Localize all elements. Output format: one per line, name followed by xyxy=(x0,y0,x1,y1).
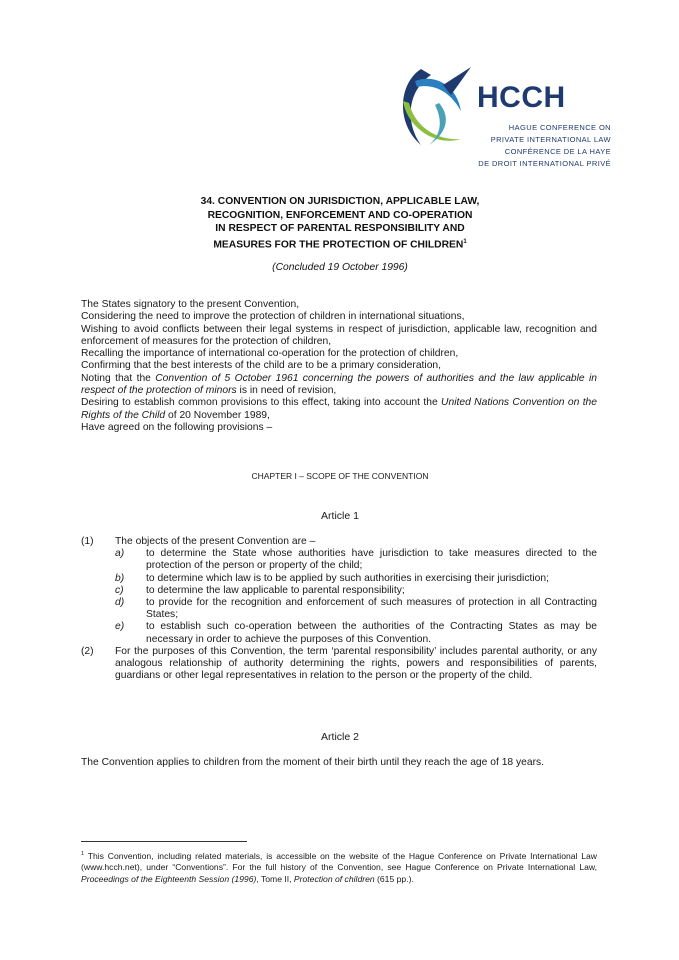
article-2-heading: Article 2 xyxy=(321,731,359,743)
footnote-text-3: (615 pp.). xyxy=(374,873,414,884)
item-letter: e) xyxy=(115,621,125,633)
list-item xyxy=(115,597,597,621)
para-intro: The objects of the present Convention are – xyxy=(115,536,316,547)
logo-line-4: DE DROIT INTERNATIONAL PRIVÉ xyxy=(478,159,611,168)
title-line-4 xyxy=(90,236,590,252)
preamble-p7 xyxy=(81,397,597,422)
article-2-text: The Convention applies to children from the moment of their birth until they reach the age of 18 years. xyxy=(81,757,545,768)
preamble-p7-after: of 20 November 1989, xyxy=(165,409,270,421)
list-item xyxy=(115,548,597,572)
hcch-logo xyxy=(391,61,611,173)
title-footnote-marker: 1 xyxy=(463,238,467,245)
para-number: (1) xyxy=(81,536,94,547)
item-text: to establish such co-operation between the authorities of the Contracting States as may be necessary in order to achieve the purposes of this Convention. xyxy=(146,621,597,645)
footnote xyxy=(81,849,597,885)
hcch-emblem-icon xyxy=(391,61,477,161)
preamble-p7-before: Desiring to establish common provisions to this effect, taking into account the xyxy=(81,397,442,409)
preamble-p2: Considering the need to improve the protection of children in international situations, xyxy=(81,311,465,323)
list-item xyxy=(115,585,597,597)
article-1-body xyxy=(81,536,597,682)
chapter-heading: CHAPTER I – SCOPE OF THE CONVENTION xyxy=(251,471,429,481)
article-1-heading: Article 1 xyxy=(321,510,359,522)
footnote-text-1: This Convention, including related materials, is accessible on the website of the Hague Conference on Private International Law (www.hcch.net), under “Conventions”. For the full history of the Convention, see Hague Conference on Private International Law, xyxy=(81,850,597,873)
footnote-divider xyxy=(81,841,247,842)
preamble-p8: Have agreed on the following provisions – xyxy=(81,421,273,433)
item-letter: b) xyxy=(115,572,125,584)
preamble xyxy=(81,299,597,434)
title-line-4-text: MEASURES FOR THE PROTECTION OF CHILDREN xyxy=(213,238,464,250)
list-item xyxy=(115,621,597,645)
para-number: (2) xyxy=(81,645,94,657)
logo-brand-text: HCCH xyxy=(477,81,566,114)
para-text: For the purposes of this Convention, the term ‘parental responsibility’ includes parental authority, or any analogous relationship of authority determining the rights, powers and responsibilities of parents, guardians or other legal representatives in relation to the person or the property of the child. xyxy=(115,645,597,682)
preamble-p3: Wishing to avoid conflicts between their legal systems in respect of jurisdiction, applicable law, recognition and enforcement of measures for the protection of children, xyxy=(81,323,597,347)
list-item xyxy=(115,573,597,585)
preamble-p1: The States signatory to the present Convention, xyxy=(81,299,300,310)
title-line-3: IN RESPECT OF PARENTAL RESPONSIBILITY AND xyxy=(215,223,465,234)
logo-line-3: CONFÉRENCE DE LA HAYE xyxy=(504,147,611,156)
logo-line-2: PRIVATE INTERNATIONAL LAW xyxy=(490,135,611,144)
footnote-marker: 1 xyxy=(81,851,85,857)
title-line-1: 34. CONVENTION ON JURISDICTION, APPLICABLE LAW, xyxy=(200,196,480,207)
logo-line-1: HAGUE CONFERENCE ON xyxy=(508,123,611,132)
preamble-p6-before: Noting that the xyxy=(81,372,156,384)
title-line-2: RECOGNITION, ENFORCEMENT AND CO-OPERATION xyxy=(207,209,473,221)
footnote-italic-2: Protection of children xyxy=(293,873,375,884)
preamble-p6-italic: Convention of 5 October 1961 concerning the powers of authorities and the law applicable in respect of the protection of minors xyxy=(81,372,597,397)
footnote-text-2: , Tome II, xyxy=(256,873,294,884)
item-letter: d) xyxy=(115,597,125,609)
item-letter: a) xyxy=(115,548,125,560)
preamble-p6-after: is in need of revision, xyxy=(236,385,337,397)
item-text: to determine the law applicable to parental responsibility; xyxy=(146,584,405,596)
item-letter: c) xyxy=(115,584,124,596)
item-text: to determine which law is to be applied by such authorities in exercising their jurisdiction; xyxy=(146,572,549,584)
preamble-p4: Recalling the importance of international co-operation for the protection of children, xyxy=(81,348,459,360)
footnote-italic-1: Proceedings of the Eighteenth Session (1996) xyxy=(81,873,257,884)
preamble-p7-italic: United Nations Convention on the Rights of the Child xyxy=(81,397,598,421)
article-1-para-1 xyxy=(81,536,597,646)
article-1-para-2 xyxy=(81,646,597,683)
preamble-p5: Confirming that the best interests of the child are to be a primary consideration, xyxy=(81,360,442,372)
convention-title xyxy=(90,195,590,251)
preamble-p6 xyxy=(81,373,597,398)
concluded-date: (Concluded 19 October 1996) xyxy=(272,262,408,273)
item-text: to provide for the recognition and enforcement of such measures of protection in all Contracting States; xyxy=(146,597,597,621)
item-text: to determine the State whose authorities have jurisdiction to take measures directed to the protection of the person or property of the child; xyxy=(146,548,597,572)
